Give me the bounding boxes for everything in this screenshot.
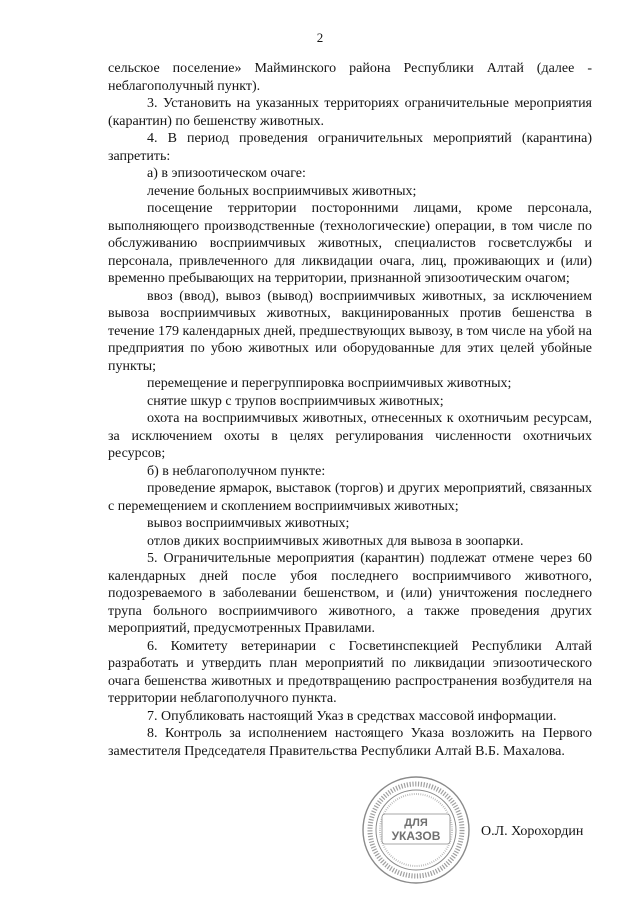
paragraph: 8. Контроль за исполнением настоящего Указа возложить на Первого заместителя Председателя Правительства Республики Алтай В.Б. Махалова. xyxy=(108,726,592,759)
paragraph: сельское поселение» Майминского района Республики Алтай (далее - неблагополучный пункт). xyxy=(108,61,592,94)
paragraph: перемещение и перегруппировка восприимчивых животных; xyxy=(147,376,512,391)
paragraph: 7. Опубликовать настоящий Указ в средствах массовой информации. xyxy=(147,708,557,724)
signatory-name: О.Л. Хорохордин xyxy=(481,824,584,839)
paragraph: 4. В период проведения ограничительных мероприятий (карантина) запретить: xyxy=(108,131,592,164)
seal-text-top: ДЛЯ xyxy=(404,817,428,829)
paragraph: 5. Ограничительные мероприятия (карантин) подлежат отмене через 60 календарных дней после убоя последнего восприимчивого животного, подозреваемого в заболевании бешенством, и (или) уничтожения последнего трупа больного восприимчивого животного, а также проведения других мероприятий, предусмотренных Правилами. xyxy=(108,551,592,636)
paragraph: б) в неблагополучном пункте: xyxy=(147,463,326,479)
paragraph: проведение ярмарок, выставок (торгов) и других мероприятий, связанных с перемещением и скоплением восприимчивых животных; xyxy=(108,481,592,514)
paragraph: охота на восприимчивых животных, отнесенных к охотничьим ресурсам, за исключением охоты в целях регулирования численности охотничьих ресурсов; xyxy=(108,411,592,461)
paragraph: ввоз (ввод), вывоз (вывод) восприимчивых животных, за исключением вывоза восприимчивых животных, вакцинированных против бешенства в течение 179 календарных дней, предшествующих вывозу, в том числе на убой на предприятия по убою животных или оборудованные для этих целей убойные пункты; xyxy=(108,288,592,374)
paragraph: а) в эпизоотическом очаге: xyxy=(147,166,306,181)
paragraph: отлов диких восприимчивых животных для вывоза в зоопарки. xyxy=(147,533,524,549)
seal-text-bottom: УКАЗОВ xyxy=(391,829,441,843)
decree-body xyxy=(108,60,592,760)
paragraph: 3. Установить на указанных территориях ограничительные мероприятия (карантин) по бешенству животных. xyxy=(108,96,592,129)
page-number: 2 xyxy=(316,30,324,45)
paragraph: посещение территории посторонними лицами, кроме персонала, выполняющего производственные (технологические) операции, в том числе по обслуживанию восприимчивых животных, специалистов госветслужбы и персонала, привлеченного для ликвидации очага, лиц, проживающих и (или) временно пребывающих на территории, признанной эпизоотическим очагом; xyxy=(108,201,592,286)
paragraph: 6. Комитету ветеринарии с Госветинспекцией Республики Алтай разработать и утвердить план мероприятий по ликвидации эпизоотического очага бешенства животных и предотвращению распространения возбудителя на территории неблагополучного пункта. xyxy=(108,638,592,706)
stamp-seal xyxy=(360,774,472,886)
paragraph: снятие шкур с трупов восприимчивых животных; xyxy=(147,393,444,409)
paragraph: лечение больных восприимчивых животных; xyxy=(147,183,417,199)
paragraph: вывоз восприимчивых животных; xyxy=(147,516,350,531)
